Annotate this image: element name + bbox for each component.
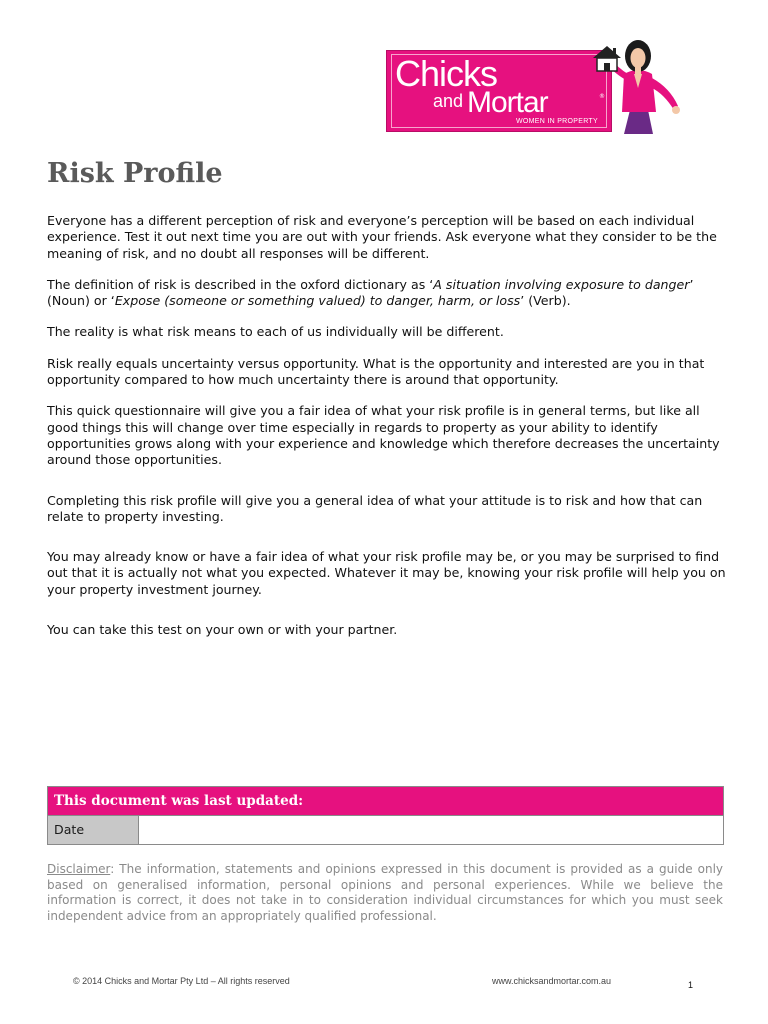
- paragraph-definition: [47, 277, 727, 310]
- disclaimer-text: : The information, statements and opinions expressed in this document is provided as a guide only based on generalised information, personal opinions and personal experiences. While we believe the information is correct, it does not take in to consideration individual circumstances for which you must seek independent advice from an appropriately qualified professional.: [47, 862, 723, 923]
- paragraph-completing: Completing this risk profile will give you a general idea of what your attitude is to risk and how that can relate to property investing.: [47, 492, 703, 524]
- date-value: [139, 816, 723, 844]
- last-updated-table: [47, 786, 724, 845]
- intro-text: [47, 213, 727, 638]
- paragraph-questionnaire: This quick questionnaire will give you a fair idea of what your risk profile is in general terms, but like all good things this will change over time especially in regards to property as your ability to identify opportunities grows along with your experience and knowledge which therefore decreases the uncertainty around those opportunities.: [47, 403, 720, 468]
- page-title: Risk Profile: [47, 158, 223, 189]
- logo-registered-mark: ®: [599, 93, 605, 100]
- definition-noun: A situation involving exposure to danger: [433, 276, 690, 292]
- logo-text-chicks: Chicks: [395, 53, 498, 94]
- woman-with-house-illustration: [590, 38, 690, 138]
- paragraph-partner: You can take this test on your own or with your partner.: [47, 622, 398, 638]
- definition-text-1: The definition of risk is described in the oxford dictionary as ‘: [47, 276, 434, 292]
- disclaimer-label: Disclaimer: [47, 862, 111, 876]
- footer-copyright: © 2014 Chicks and Mortar Pty Ltd – All rights reserved: [73, 976, 290, 986]
- paragraph-reality: The reality is what risk means to each of us individually will be different.: [47, 324, 504, 340]
- disclaimer: [47, 862, 723, 924]
- definition-text-3: ’ (Verb).: [520, 293, 571, 309]
- logo-text-and: and: [433, 91, 464, 111]
- logo-text-mortar: Mortar: [467, 86, 548, 119]
- definition-verb: Expose (someone or something valued) to danger, harm, or loss: [114, 293, 521, 309]
- page-number: 1: [688, 980, 694, 990]
- company-logo: [386, 50, 612, 132]
- paragraph-uncertainty: Risk really equals uncertainty versus opportunity. What is the opportunity and interested are you in that opportunity compared to how much uncertainty there is around that opportunity.: [47, 355, 705, 388]
- paragraph-already-know: You may already know or have a fair idea of what your risk profile may be, or you may be surprised to find out that it is actually not what you expected. Whatever it may be, knowing your risk profile will help you on your property investment journey.: [47, 549, 726, 597]
- footer-website: www.chicksandmortar.com.au: [492, 976, 612, 986]
- date-row: [48, 815, 723, 844]
- paragraph-perception: Everyone has a different perception of risk and everyone’s perception will be based on each individual experience. Test it out next time you are out with your friends. Ask everyone what they consider to be the meaning of risk, and no doubt all responses will be different.: [47, 213, 717, 261]
- logo-tagline: WOMEN IN PROPERTY: [516, 118, 598, 125]
- date-label: Date: [48, 816, 139, 844]
- last-updated-header: This document was last updated:: [48, 787, 723, 815]
- definition-text-2: ’ (Noun) or ‘: [47, 276, 694, 309]
